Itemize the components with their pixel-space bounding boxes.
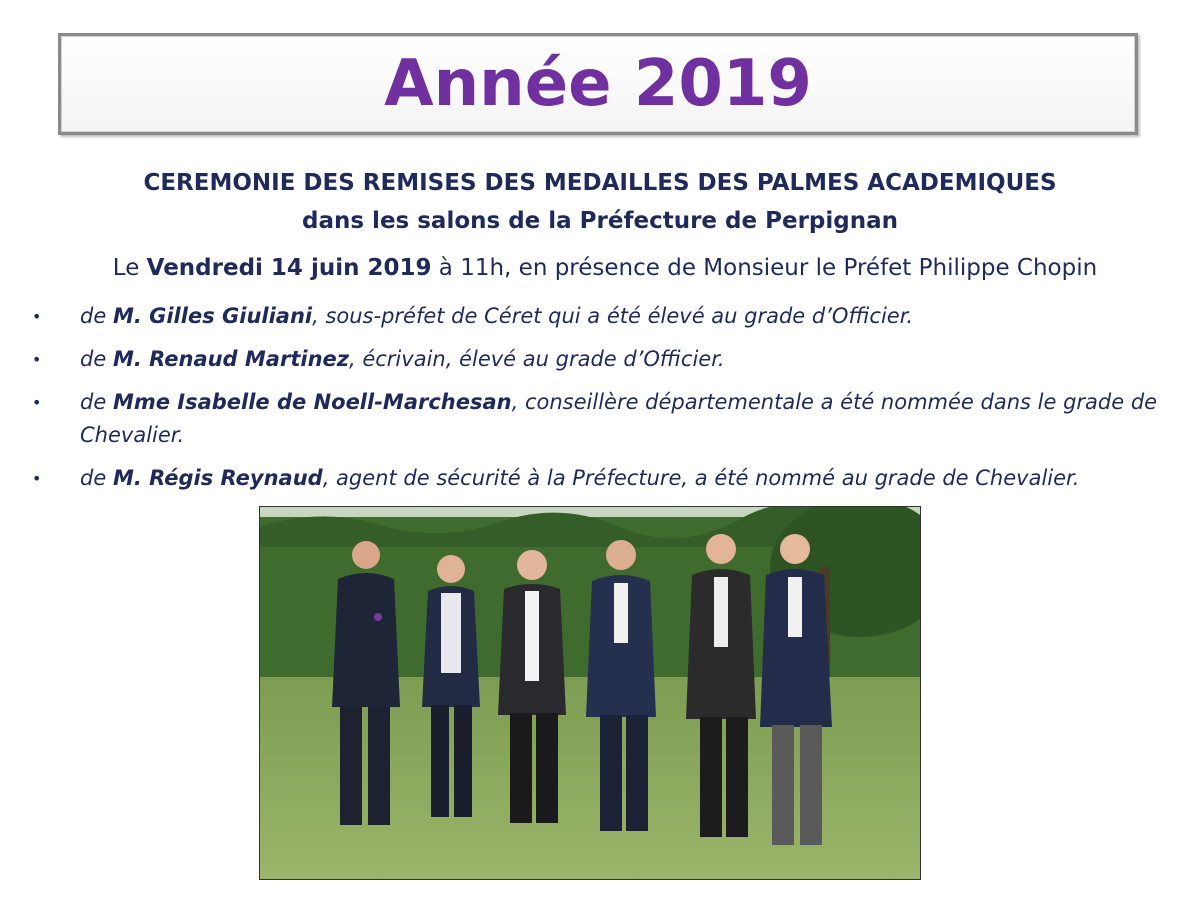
honoree-name: M. Renaud Martinez — [112, 347, 349, 371]
honoree-prefix: de — [80, 466, 113, 490]
list-item — [0, 386, 1180, 452]
group-photo-illustration — [260, 507, 920, 879]
ceremony-location: dans les salons de la Préfecture de Perpignan — [302, 208, 898, 234]
honoree-name: Mme Isabelle de Noell-Marchesan — [112, 390, 512, 414]
bullet-icon: • — [32, 393, 42, 412]
intro-date: Vendredi 14 juin 2019 — [146, 255, 432, 281]
honoree-description: , sous-préfet de Céret qui a été élevé au grade d’Officier. — [312, 304, 914, 328]
bullet-icon: • — [32, 307, 42, 326]
honoree-prefix: de — [80, 304, 113, 328]
honorees-list — [0, 300, 1180, 505]
intro-suffix: à 11h, en présence de Monsieur le Préfet Philippe Chopin — [431, 255, 1098, 281]
bullet-icon: • — [32, 350, 42, 369]
honoree-description: , écrivain, élevé au grade d’Officier. — [348, 347, 725, 371]
list-item — [0, 462, 1180, 495]
page-title: Année 2019 — [384, 47, 812, 121]
honoree-description: , conseillère départementale a été nommée dans le grade de Chevalier. — [80, 390, 1158, 447]
title-banner — [58, 33, 1138, 135]
ceremony-heading: CEREMONIE DES REMISES DES MEDAILLES DES PALMES ACADEMIQUES — [143, 170, 1057, 196]
honoree-prefix: de — [80, 390, 113, 414]
intro-prefix: Le — [112, 255, 147, 281]
honoree-name: M. Gilles Giuliani — [112, 304, 313, 328]
list-item — [0, 300, 1180, 333]
group-photo — [259, 506, 921, 880]
list-item — [0, 343, 1180, 376]
ceremony-intro — [0, 255, 1200, 281]
honoree-prefix: de — [80, 347, 113, 371]
honoree-name: M. Régis Reynaud — [112, 466, 323, 490]
bullet-icon: • — [32, 469, 42, 488]
honoree-description: , agent de sécurité à la Préfecture, a été nommé au grade de Chevalier. — [322, 466, 1080, 490]
